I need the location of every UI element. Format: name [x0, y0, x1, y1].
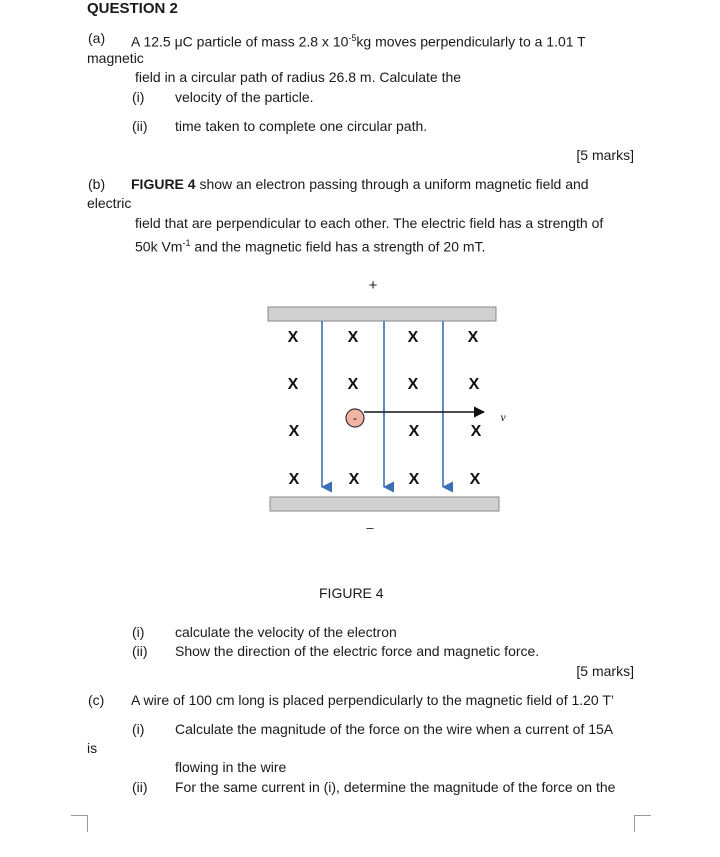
part-c-item-label: (ii)	[132, 779, 148, 795]
part-c-item-text: For the same current in (i), determine the magnitude of the force on the	[175, 779, 616, 795]
part-c-label: (c)	[88, 692, 105, 708]
part-a-item-text: velocity of the particle.	[175, 89, 314, 105]
magnetic-field-cross: X	[470, 423, 482, 440]
magnetic-field-cross: X	[408, 471, 420, 488]
electron-charge-sign: -	[353, 411, 357, 425]
part-c-item-text: Calculate the magnitude of the force on the wire when a current of 15A	[175, 721, 614, 737]
magnetic-field-cross: X	[287, 329, 299, 346]
part-a-intro-post: kg moves perpendicularly to a 1.01 T	[356, 33, 586, 50]
positive-sign: +	[368, 277, 378, 294]
part-b-item-label: (i)	[132, 624, 145, 640]
magnetic-field-cross: X	[347, 376, 359, 393]
part-b-item-label: (ii)	[132, 643, 148, 659]
magnetic-field-cross: X	[408, 423, 420, 440]
part-c-item-cont: flowing in the wire	[175, 759, 287, 775]
part-b-figure-ref: FIGURE 4	[131, 176, 196, 192]
magnetic-field-cross: X	[407, 329, 419, 346]
part-c-wrap: is	[87, 740, 98, 756]
part-a-label: (a)	[88, 30, 106, 46]
figure-caption: FIGURE 4	[319, 585, 384, 601]
negative-sign: –	[366, 520, 374, 535]
part-a-line2: field in a circular path of radius 26.8 m. Calculate the	[135, 69, 462, 85]
part-b-intro-rest: show an electron passing through a uniform magnetic field and	[195, 176, 589, 192]
part-c-intro: A wire of 100 cm long is placed perpendicularly to the magnetic field of 1.20 T’	[131, 692, 615, 708]
top-plate	[268, 307, 496, 321]
part-a-marks: [5 marks]	[576, 147, 634, 163]
magnetic-field-cross: X	[468, 376, 480, 393]
part-a-item-text: time taken to complete one circular path.	[175, 118, 428, 134]
velocity-label: v	[500, 410, 506, 424]
part-a-intro-pre: A 12.5 μC particle of mass 2.8 x 10	[131, 33, 349, 50]
magnetic-field-cross: X	[288, 471, 300, 488]
part-b-marks: [5 marks]	[576, 663, 634, 679]
part-b-line3-pre: 50k Vm	[135, 238, 183, 255]
part-b-label: (b)	[88, 176, 106, 192]
magnetic-field-cross: X	[347, 329, 359, 346]
magnetic-field-cross: X	[467, 329, 479, 346]
part-c-item-label: (i)	[132, 721, 145, 737]
magnetic-field-cross: X	[407, 376, 419, 393]
part-b-line3-post: and the magnetic field has a strength of 20 mT.	[190, 238, 486, 255]
magnetic-field-cross: X	[348, 471, 360, 488]
part-b-wrap: electric	[87, 195, 132, 211]
part-b-item-text: Show the direction of the electric force and magnetic force.	[175, 643, 540, 659]
part-a-item-label: (i)	[132, 89, 145, 105]
part-a-item-label: (ii)	[132, 118, 148, 134]
part-a-wrap: magnetic	[87, 50, 144, 66]
part-a-exponent: -5	[348, 33, 357, 43]
page-corner-mark	[71, 815, 88, 832]
part-b-exponent: -1	[182, 238, 191, 248]
part-b-line2: field that are perpendicular to each other. The electric field has a strength of	[135, 215, 604, 231]
magnetic-field-cross: X	[287, 376, 299, 393]
magnetic-field-cross: X	[469, 471, 481, 488]
question-title: QUESTION 2	[87, 0, 178, 17]
magnetic-field-cross: X	[288, 423, 300, 440]
part-b-item-text: calculate the velocity of the electron	[175, 624, 397, 640]
bottom-plate	[270, 497, 499, 511]
page-corner-mark	[634, 815, 651, 832]
